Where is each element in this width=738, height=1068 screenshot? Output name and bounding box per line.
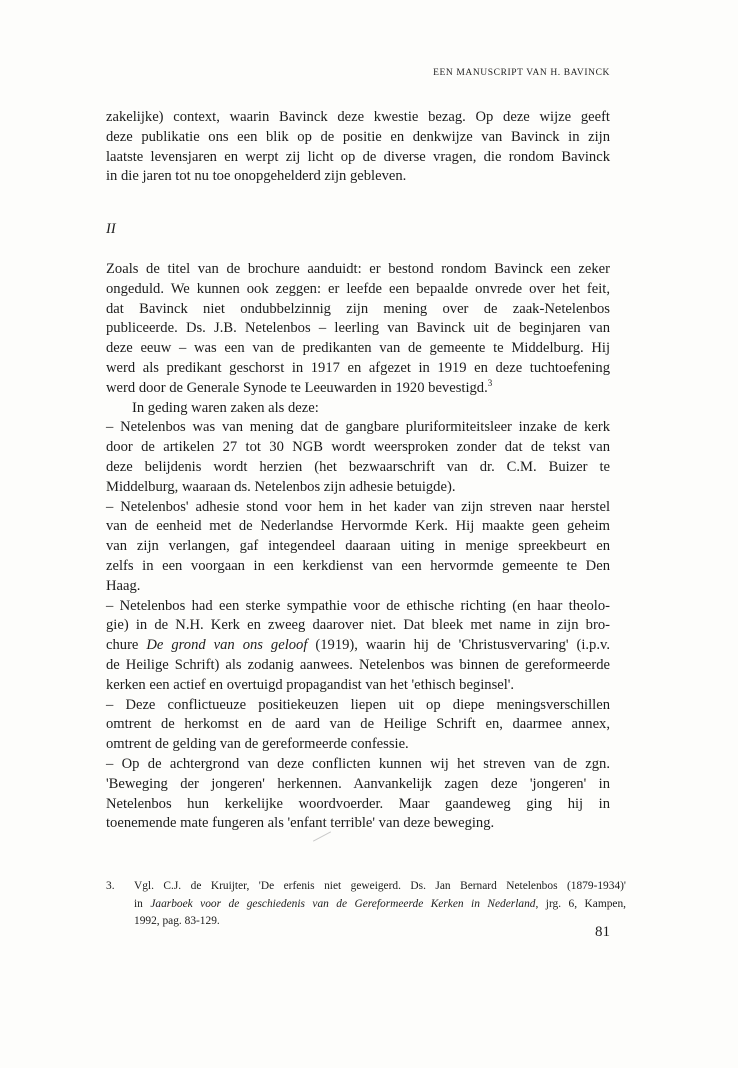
- intro-paragraph: [106, 108, 610, 187]
- text-line: door de artikelen 27 tot 30 NGB wordt weersproken zonder dat de tekst van: [106, 439, 610, 456]
- text-line: [134, 896, 626, 914]
- paragraph-1: [106, 260, 610, 399]
- text-line: 1992, pag. 83-129.: [134, 915, 220, 928]
- text-line: – Deze conflictueuze positiekeuzen liepen uit op diepe meningsverschillen: [106, 696, 610, 713]
- footnote-number: 3.: [106, 880, 115, 892]
- text-line: In geding waren zaken als deze:: [132, 399, 319, 416]
- section-heading: II: [106, 221, 116, 237]
- text-line: [106, 636, 610, 656]
- text-line: van de eenheid met de Nederlandse Hervormde Kerk. Hij maakte geen geheim: [106, 518, 610, 535]
- text-line: – Op de achtergrond van deze conflicten kunnen wij het streven van de zgn.: [106, 755, 610, 772]
- text-line: laatste levensjaren en werpt zij licht op de diverse vragen, die rondom Bavinck: [106, 148, 610, 165]
- text-line: – Netelenbos' adhesie stond voor hem in het kader van zijn streven naar herstel: [106, 498, 610, 515]
- text-line: de Heilige Schrift) als zodanig aanwees. Netelenbos was binnen de gereformeerde: [106, 656, 610, 673]
- text-line: Haag.: [106, 577, 141, 594]
- text-line: toenemende mate fungeren als 'enfant terrible' van deze beweging.: [106, 815, 495, 832]
- text-line: deze belijdenis wordt herzien (het bezwaarschrift van dr. C.M. Buizer te: [106, 458, 610, 475]
- text-line: Middelburg, waaraan ds. Netelenbos zijn adhesie betuigde).: [106, 478, 456, 495]
- text-line: publiceerde. Ds. J.B. Netelenbos – leerling van Bavinck uit de beginjaren van: [106, 320, 610, 337]
- text-line: Vgl. C.J. de Kruijter, 'De erfenis niet geweigerd. Ds. Jan Bernard Netelenbos (1879-1934)': [134, 880, 626, 892]
- text-line: kerken een actief en overtuigd propagandist van het 'ethisch beginsel'.: [106, 676, 515, 693]
- brochure-title: De grond van ons geloof: [146, 637, 308, 654]
- footnote-text: [134, 878, 626, 931]
- text-line: omtrent de gelding van de gereformeerde confessie.: [106, 736, 409, 753]
- bullet-4: [106, 696, 610, 755]
- text-line-content: werd door de Generale Synode te Leeuwarden in 1920 bevestigd.: [106, 379, 488, 396]
- text-line: in die jaren tot nu toe onopgehelderd zijn gebleven.: [106, 168, 407, 185]
- footnote: [106, 878, 626, 931]
- page-number: 81: [595, 924, 610, 940]
- journal-title: Jaarboek voor de geschiedenis van de Gereformeerde Kerken in Nederland: [150, 897, 536, 910]
- text-line: – Netelenbos had een sterke sympathie voor de ethische richting (en haar theolo-: [106, 597, 610, 614]
- text-fragment: (1919), waarin hij de 'Christusvervaring' (i.p.v.: [307, 637, 610, 654]
- text-fragment: , jrg. 6, Kampen,: [535, 897, 626, 910]
- text-line: ongeduld. We kunnen ook zeggen: er leefde een bepaalde onvrede over het feit,: [106, 280, 610, 297]
- text-fragment: chure: [106, 637, 147, 654]
- text-line: 'Beweging der jongeren' herkennen. Aanvankelijk zagen deze 'jongeren' in: [106, 775, 610, 792]
- text-line: gie) in de N.H. Kerk en zweeg daarover niet. Dat bleek met name in zijn bro-: [106, 617, 610, 634]
- text-line: omtrent de herkomst en de aard van de Heilige Schrift en, daarmee annex,: [106, 716, 610, 733]
- running-head: EEN MANUSCRIPT VAN H. BAVINCK: [433, 68, 610, 78]
- main-text: [106, 260, 610, 834]
- bullet-1: [106, 418, 610, 497]
- footnote-reference[interactable]: 3: [487, 377, 493, 388]
- paragraph-2-intro: [106, 399, 610, 419]
- text-line: Netelenbos hun kerkelijke woordvoerder. Maar gaandeweg ging hij in: [106, 795, 610, 812]
- text-line: van zijn verlangen, gaf integendeel daaraan uiting in menige spreekbeurt en: [106, 538, 610, 555]
- text-line: dat Bavinck niet ondubbelzinnig zijn mening over de zaak-Netelenbos: [106, 300, 610, 317]
- text-line: deze publikatie ons een blik op de positie en denkwijze van Bavinck in zijn: [106, 128, 610, 145]
- text-line: – Netelenbos was van mening dat de gangbare pluriformiteitsleer inzake de kerk: [106, 419, 610, 436]
- text-line: werd als predikant geschorst in 1917 en afgezet in 1919 en deze tuchtoefening: [106, 359, 610, 376]
- bullet-3: [106, 597, 610, 696]
- text-line: deze eeuw – was een van de predikanten van de gemeente te Middelburg. Hij: [106, 340, 610, 357]
- text-fragment: in: [134, 897, 151, 910]
- bullet-5: [106, 755, 610, 834]
- text-line: [106, 379, 610, 399]
- text-line: Zoals de titel van de brochure aanduidt: er bestond rondom Bavinck een zeker: [106, 261, 610, 277]
- bullet-2: [106, 498, 610, 597]
- text-line: zakelijke) context, waarin Bavinck deze kwestie bezag. Op deze wijze geeft: [106, 109, 610, 125]
- text-line: zelfs in een voorgaan in een kerkdienst van een hervormde gemeente te Den: [106, 557, 610, 574]
